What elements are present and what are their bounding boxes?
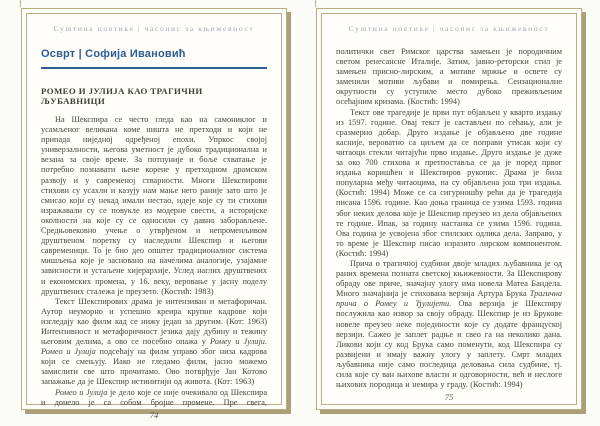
paragraph: Ромео и Јулија је дело које се није очекивало од Шекспира и донело је са собом бројне промене. Пре свега, xyxy=(41,387,268,407)
previous-page-frame-fragment xyxy=(20,0,21,7)
previous-page-frame-fragment xyxy=(315,0,316,7)
paragraph: На Шекспира се често гледа као на самониклог и усамљеног великана коме ништа не претходи и који не припада ниједној одређеној епохи. Упркос својој универзалности, његова уметност је дубоко традиционална и везана за своје време. За потпуније и боље схватање је потребно познавати њене корене у претходном драмском развоју и у савременој стварности. Многи Шекспирови стихови су усахли и казују нам мање него раније зато што је смисао који су некад имали нестао, идеје које су ти стихови изражавали су се повукле из модерне свести, а историјске околности на које су се односили су давно заборављене. Средњовековно учење о утврђеном и непроменљивом друштвеном поретку су наследили Шекспир и његови савременици. То је био део општег традиционалног система мишљења које је засновано на начелима аналогије, узајамне зависности и устаљене хијерархије. Услед наглих друштвених и економских промена, у 16. веку, веровање у јасну поделу друштвених сталежа је преузето. (Костић: 1983) xyxy=(41,115,267,296)
body-text-left xyxy=(41,115,267,408)
body-text-right xyxy=(336,47,562,390)
paragraph: Прича о трагичној судбини двоје младих љубавника је од раних времена позната светској књижевности. За Шекспирову обраду ове приче, значајну улогу има новела Матеа Бандела. Много значајнија је стихована верзија Артура Брука Трагична прича о Ромеу и Ђулијети. Ова верзија је Шекспиру послужила као извор за своју обраду. Шекспир је из Брукове новеле преузео неке појединости које су додате француској верзији. Сажео је заплет радње и свео га на неколико дана. Ликови који су код Брука само поменути, код Шекспира су развијени и имају важну улогу у заплету. Смрт младих љубавника није само последица деловања сила судбине, тј. сила које су ван њихове власти и одговорности, већ и неслоге њихових породица и немира у граду. (Костић: 1994) xyxy=(336,258,562,390)
book-page-left xyxy=(26,13,282,420)
book-page-right xyxy=(321,13,577,405)
paragraph: политички свет Римског царства замењен је породичним светом ренесансне Италије. Затим, јавно-реторски стил је замењен присно-лирским, а мотиве мржње и освете су заменили мотиви љубави и помирења. Сензационалне окрутности су уступиле место дубоко преживљеним осећајним кризама. (Костић: 1994) xyxy=(336,47,562,107)
journal-running-header: Суштина поетике | часопис за књижевност xyxy=(348,24,550,33)
paragraph: Текст Шекспирових драма је интензиван и метафоричан. Аутор неуморно и успешно креира крупне кадрове који изгледају као филм кад се нижу један за другим. (Кот: 1963) Интензивност и метафоричност језика дају дубину и тежину његовим делима, а ово се посебно опажа у Ромеу и Јулији. Ромео и Јулија подсећају на филм управо због низа кадрова који се смењују. Иако не гледамо филм, јасно можемо замислити све што прочитамо. Ово потврђује Јан Котово запажање да је Шекспир истинитији од живота. (Кот: 1963) xyxy=(41,296,267,387)
journal-running-header: Суштина поетике | часопис за књижевност xyxy=(53,24,255,33)
review-author-label: Осврт | Софија Ивановић xyxy=(41,48,186,60)
review-section-header xyxy=(41,44,267,69)
page-number: 75 xyxy=(444,392,454,403)
paragraph: Текст ове трагедије је први пут објављен у кварто издању из 1597. године. Овај текст је састављен по сећању, али је сразмерно добар. Друго издање је објављено две године касније, вероватно са циљем да се поправи утисак који су читаоци стекли читајући прво издање. Друго издање је дуже за око 700 стихова и претпоставља се да је поред првог издања коришћен и Шекспиров рукопис. Драма је била популарна међу читаоцима, па су објављена још три издања. (Костић: 1994) Може се са сигурношћу рећи да је трагедија писана 1596. године. Као доња граница се узима 1593. година због неких делова које је Шекспир преузео из дела објављених те године. Ипак, за годину настанка се узима 1596. година. Ова година је усвојена због стилских одлика дела. Заправо, у то време је Шекспир писао изразито лирском компонентом. (Костић: 1994) xyxy=(336,107,562,258)
article-title: РОМЕО И ЈУЛИЈА КАО ТРАГИЧНИ ЉУБАВНИЦИ xyxy=(41,86,203,106)
page-number: 74 xyxy=(149,409,159,420)
